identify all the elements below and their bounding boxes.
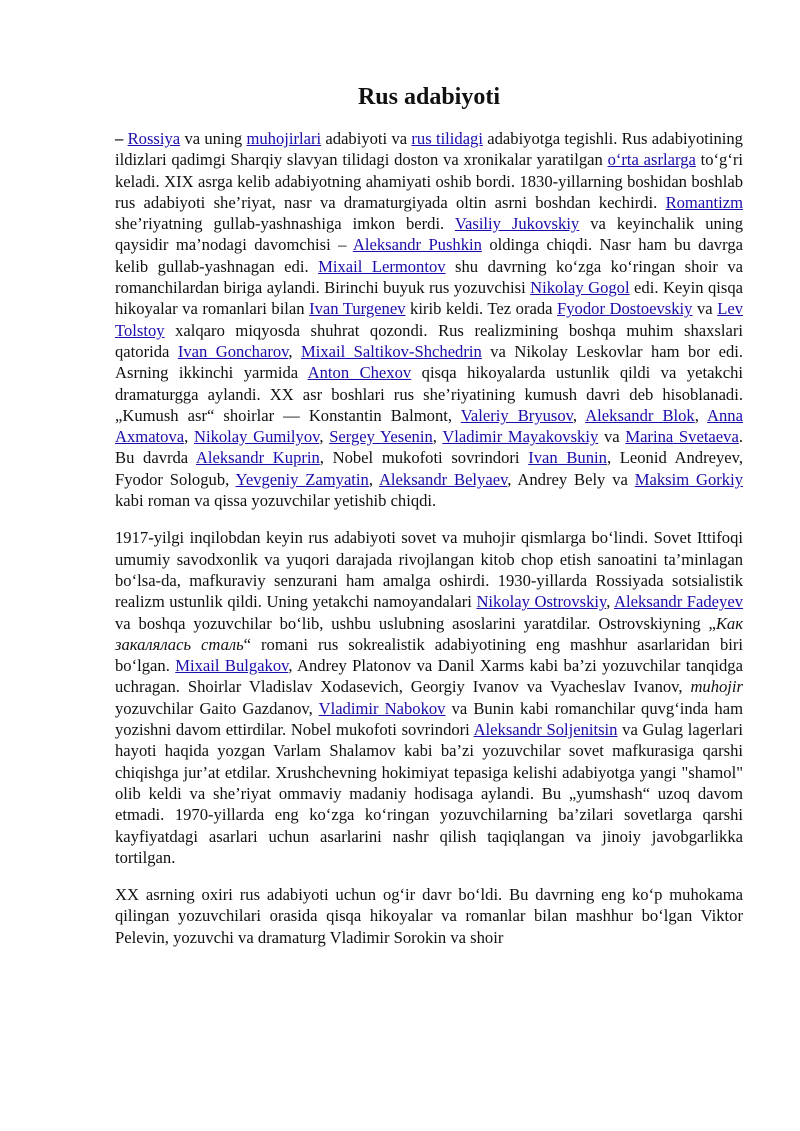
wiki-link[interactable]: Nikolay Gumilyov (193, 427, 320, 447)
text-run: va Nikolay Leskovlar ham bor edi. Asrning ikkinchi yarmida (115, 341, 743, 383)
text-run: xalqaro miqyosda shuhrat qozondi. Rus realizmining boshqa muhim shaxslari qatorida (115, 320, 743, 361)
text-run: shu davrning ko‘zga ko‘ringan shoir va romanchilardan biriga aylandi. Birinchi buyuk rus yozuvchisi (115, 256, 743, 298)
italic-text: muhojir (690, 677, 743, 697)
text-run: , Andrey Platonov va Danil Xarms kabi ba’zi yozuvchilar tanqidga uchragan. Shoirlar Vladislav Xodasevich, Georgiy Ivanov va Vyacheslav Ivanov, (115, 656, 743, 697)
text-run: , Andrey Bely va (507, 469, 635, 489)
wiki-link[interactable]: o‘rta asrlarga (607, 150, 696, 170)
wiki-link[interactable]: Aleksandr Pushkin (352, 235, 482, 255)
wiki-link[interactable]: Romantizm (665, 192, 743, 212)
text-run: , Nobel mukofoti sovrindori (319, 448, 529, 468)
wiki-link[interactable]: Ivan Turgenev (309, 299, 406, 319)
wiki-link[interactable]: Aleksandr Blok (585, 405, 695, 425)
wiki-link[interactable]: Anton Chexov (307, 363, 412, 383)
text-run: va (598, 427, 626, 447)
wiki-link[interactable]: Fyodor Dostoevskiy (557, 299, 693, 319)
text-run: XX asrning oxiri rus adabiyoti uchun og‘ir davr bo‘ldi. Bu davrning eng ko‘p muhokama qilingan yozuvchilari orasida qisqa hikoyalar va romanlar bilan mashhur bo‘lgan Viktor Pelevin, yozuvchi va dramaturg Vladimir Sorokin va shoir (115, 885, 743, 947)
page-title: Rus adabiyoti (357, 84, 501, 110)
text-run: va keyinchalik uning qaysidir ma’nodagi davomchisi – (115, 214, 743, 255)
text-run: 1917-yilgi inqilobdan keyin rus adabiyoti sovet va muhojir qismlarga bo‘lindi. Sovet Ittifoqi umumiy savodxonlik va yuqori darajada rivojlangan kitob chop etish sanoatini ta’minlagan bo‘lsa-da, mafkuraviy senzurani ham amalga oshirdi. 1930-yillarda Rossiyada sotsialistik realizm ustunlik qildi. Uning yetakchi namoyandalari (115, 528, 743, 612)
wiki-link[interactable]: Aleksandr Belyaev (378, 469, 508, 489)
wiki-link[interactable]: Ivan Bunin (528, 448, 607, 468)
wiki-link[interactable]: Ivan Goncharov (177, 341, 289, 361)
text-run: , (572, 405, 586, 425)
wiki-link[interactable]: Aleksandr Soljenitsin (473, 720, 618, 740)
text-run: “ romani rus sokrealistik adabiyotining eng mashhur asarlaridan biri bo‘lgan. (115, 634, 743, 676)
wiki-link[interactable]: Mixail Lermontov (318, 256, 446, 276)
wiki-link[interactable]: Anna Axmatova (115, 405, 743, 447)
wiki-link[interactable]: Maksim Gorkiy (634, 469, 743, 489)
wiki-link[interactable]: Mixail Saltikov-Shchedrin (300, 341, 482, 361)
text-run: kirib keldi. Tez orada (405, 299, 558, 319)
text-run: edi. Keyin qisqa hikoyalar va romanlari bilan (115, 278, 743, 319)
text-run: yozuvchilar Gaito Gazdanov, (115, 698, 319, 718)
wiki-link[interactable]: Yevgeniy Zamyatin (235, 469, 369, 489)
bold-text: – (115, 129, 128, 148)
document-page (115, 82, 743, 964)
wiki-link[interactable]: Nikolay Ostrovskiy (476, 592, 607, 612)
article-body (115, 128, 743, 948)
text-run: , (606, 592, 615, 612)
text-run: va uning (180, 129, 247, 148)
wiki-link[interactable]: Mixail Bulgakov (175, 656, 289, 676)
text-run: she’riyatning gullab-yashnashiga imkon berdi. (115, 214, 455, 234)
text-run: va boshqa yozuvchilar bo‘lib, ushbu uslubning asoslarini yaratdilar. Ostrovskiyning „ (115, 613, 716, 633)
wiki-link[interactable]: Nikolay Gogol (530, 278, 630, 298)
wiki-link[interactable]: Sergey Yesenin (329, 427, 433, 447)
text-run: qisqa hikoyalarda ustunlik qildi va yetakchi dramaturgga aylandi. XX asr boshlari rus she’riyatining kumush davri deb hisoblanadi. „Kumush asr“ shoirlar — Konstantin Balmont, (115, 363, 743, 425)
wiki-link[interactable]: Vladimir Nabokov (318, 698, 446, 718)
text-run: , Leonid Andreyev, Fyodor Sologub, (115, 448, 743, 489)
italic-text: Как закалялась сталь (115, 613, 743, 654)
text-run: oldinga chiqdi. Nasr ham bu davrga kelib gullab-yashnagan edi. (115, 235, 743, 276)
wiki-link[interactable]: muhojirlari (246, 129, 322, 148)
text-run: to‘g‘ri keladi. XIX asrga kelib adabiyotning ahamiyati oshib bordi. 1830-yillarning boshidan boshlab rus adabiyoti she’riyat, nasr va dramaturgiyada oltin asrni boshdan kechirdi. (115, 150, 744, 212)
text-run: , (432, 427, 443, 447)
wiki-link[interactable]: Valeriy Bryusov (460, 405, 573, 425)
paragraph (115, 128, 743, 511)
wiki-link[interactable]: rus tilidagi (411, 129, 483, 148)
text-run: , (319, 427, 330, 447)
text-run: , (288, 341, 301, 361)
wiki-link[interactable]: Aleksandr Fadeyev (614, 592, 743, 612)
wiki-link[interactable]: Aleksandr Kuprin (195, 448, 320, 468)
wiki-link[interactable]: Lev Tolstoy (115, 299, 743, 340)
paragraph (115, 884, 743, 948)
text-run: adabiyoti va (321, 129, 412, 148)
wiki-link[interactable]: Marina Svetaeva (625, 427, 739, 447)
paragraph (115, 527, 743, 868)
text-run: va (692, 299, 718, 319)
text-run: adabiyotga tegishli. Rus adabiyotining ildizlari qadimgi Sharqiy slavyan tilidagi doston va xronikalar yaratilgan (115, 129, 743, 170)
text-run: va Gulag lagerlari hayoti haqida yozgan Varlam Shalamov kabi ba’zi yozuvchilar sovet mafkurasiga qarshi chiqishga jur’at etdilar. Xrushchevning hokimiyat tepasiga kelishi adabiyotga yangi "shamol" olib keldi va she’riyat ommaviy madaniy hodisaga aylandi. Bu „yumshash“ uzoq davom etmadi. 1970-yillarda eng ko‘zga ko‘ringan yozuvchilarning ba’zilari sovetlarga qarshi kayfiyatdagi asarlari uchun asarlarini nashr qilish taqiqlangan va jinoiy javobgarlikka tortilgan. (115, 720, 744, 867)
text-run: . Bu davrda (115, 427, 743, 468)
wiki-link[interactable]: Vladimir Mayakovskiy (442, 427, 599, 447)
text-run: , (368, 469, 379, 489)
text-run: va Bunin kabi romanchilar quvg‘inda ham yozishni davom ettirdilar. Nobel mukofoti sovrindori (115, 698, 743, 740)
wiki-link[interactable]: Vasiliy Jukovskiy (454, 214, 580, 234)
text-run: , (184, 427, 194, 447)
wiki-link[interactable]: Rossiya (127, 129, 181, 148)
text-run: kabi roman va qissa yozuvchilar yetishib chiqdi. (115, 491, 437, 511)
text-run: , (694, 405, 708, 425)
